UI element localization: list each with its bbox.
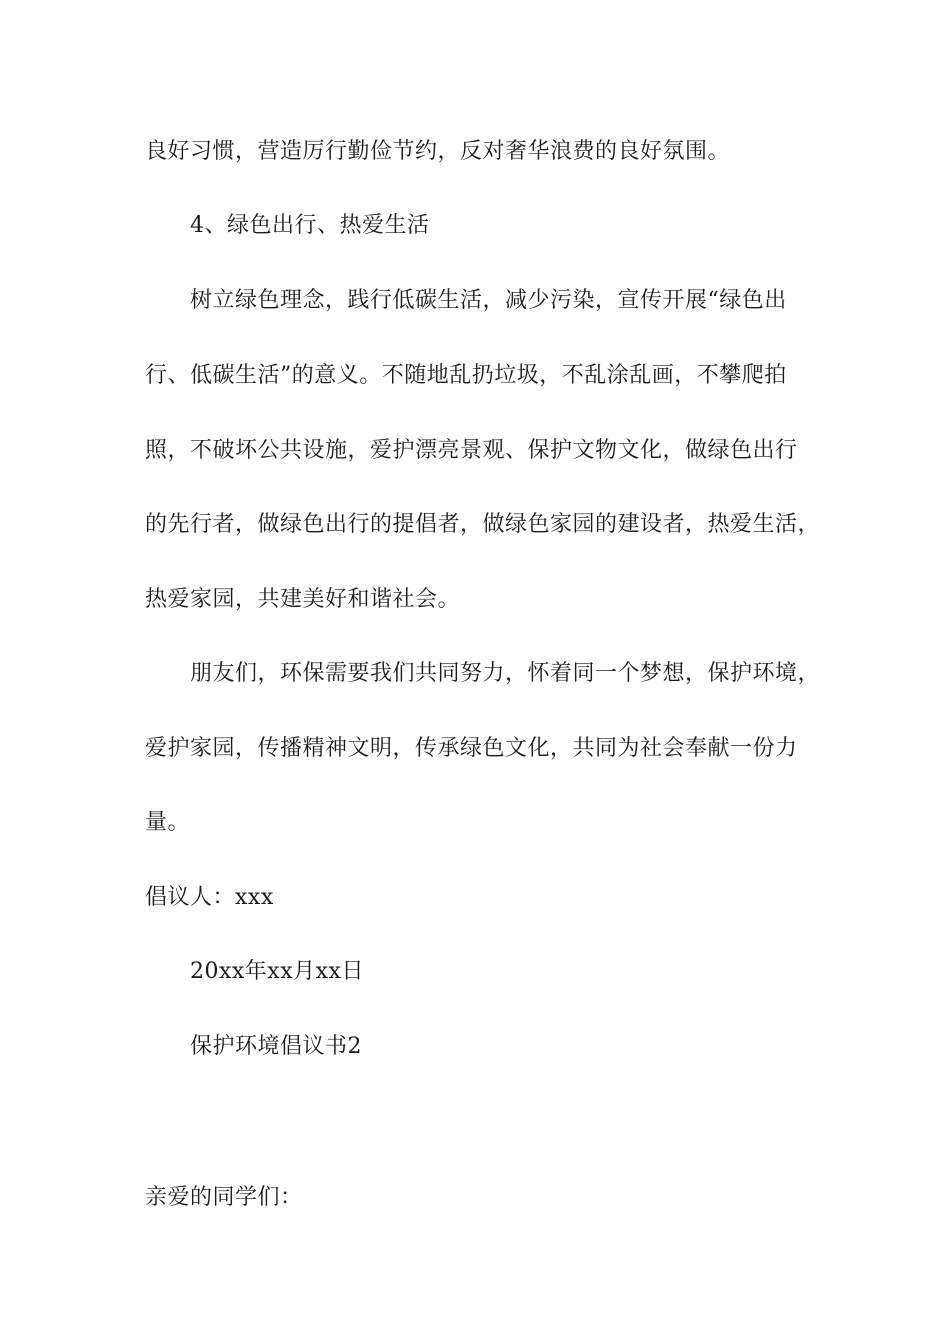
paragraph-line-10: 量。 [145,810,191,835]
paragraph-line-9: 爱护家园，传播精神文明，传承绿色文化，共同为社会奉献一份力 [145,736,798,761]
salutation: 亲爱的同学们： [145,1185,303,1210]
paragraph-line-3: 树立绿色理念，践行低碳生活，减少污染，宣传开展“绿色出 [190,288,787,313]
section-heading-4: 4、绿色出行、热爱生活 [190,213,430,238]
paragraph-line-6: 的先行者，做绿色出行的提倡者，做绿色家园的建设者，热爱生活， [145,512,821,537]
document-title-2: 保护环境倡议书2 [190,1034,362,1059]
signature-date: 20xx年xx月xx日 [190,959,364,984]
paragraph-line-7: 热爱家园，共建美好和谐社会。 [145,587,461,612]
paragraph-line-4: 行、低碳生活”的意义。不随地乱扔垃圾，不乱涂乱画，不攀爬拍 [145,363,787,388]
paragraph-line-1: 良好习惯，营造厉行勤俭节约，反对奢华浪费的良好氛围。 [145,139,731,164]
signature-proposer: 倡议人：xxx [145,885,274,910]
paragraph-line-8: 朋友们，环保需要我们共同努力，怀着同一个梦想，保护环境， [190,661,821,686]
paragraph-line-5: 照，不破坏公共设施，爱护漂亮景观、保护文物文化，做绿色出行 [145,438,798,463]
